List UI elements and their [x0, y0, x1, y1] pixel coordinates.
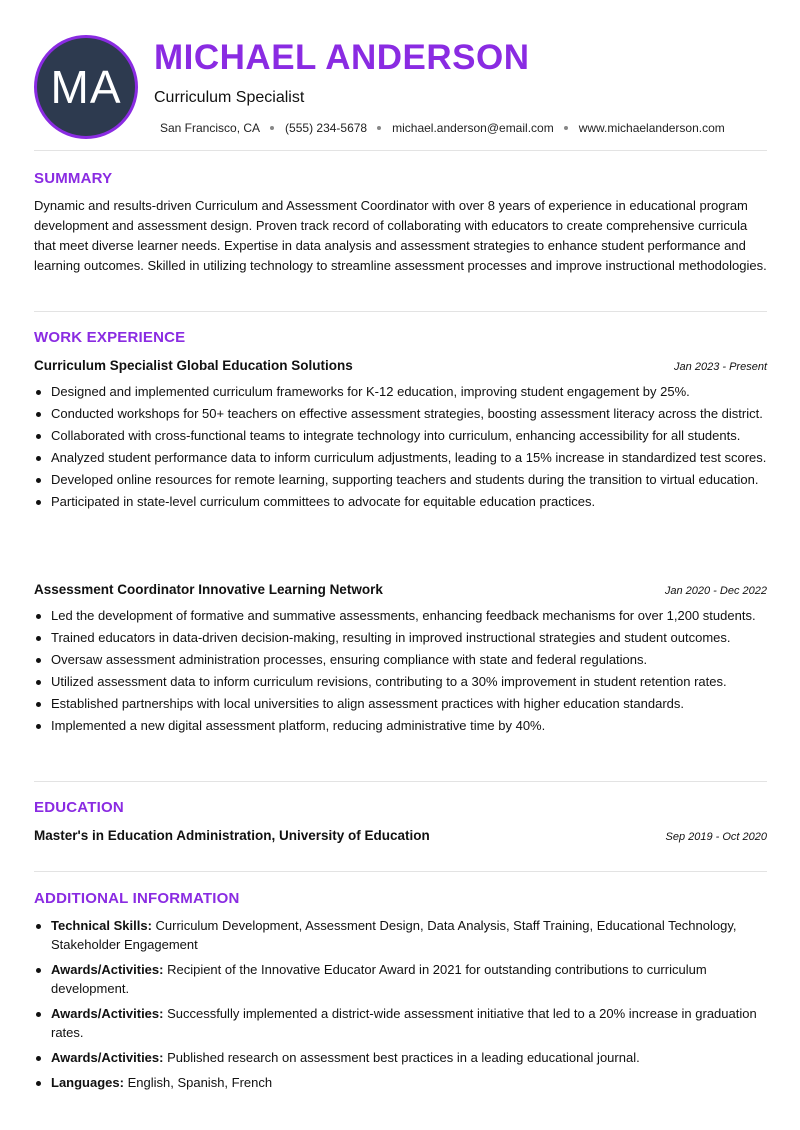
contact-line [160, 121, 725, 135]
job-bullets [34, 606, 770, 738]
job-role: Assessment Coordinator Innovative Learning Network [34, 582, 383, 597]
separator-dot [377, 126, 381, 130]
education-heading: EDUCATION [34, 799, 124, 816]
education-date: Sep 2019 - Oct 2020 [665, 831, 767, 843]
job-title: Curriculum Specialist [154, 89, 305, 106]
divider [34, 871, 767, 872]
additional-item [34, 1048, 770, 1067]
contact-website: www.michaelanderson.com [578, 121, 725, 135]
education-entry [34, 828, 767, 843]
bullet-item: Conducted workshops for 50+ teachers on effective assessment strategies, boosting assessment literacy across the district. [34, 404, 770, 423]
additional-item-text: English, Spanish, French [123, 1075, 273, 1090]
additional-item-label: Awards/Activities: [51, 1050, 164, 1065]
bullet-item: Developed online resources for remote learning, supporting teachers and students during the transition to virtual education. [34, 470, 770, 489]
bullet-item: Utilized assessment data to inform curriculum revisions, contributing to a 30% improvement in student retention rates. [34, 672, 770, 691]
avatar: MA [34, 35, 138, 139]
divider [34, 311, 767, 312]
contact-location: San Francisco, CA [160, 121, 261, 135]
additional-item-text: Recipient of the Innovative Educator Award in 2021 for outstanding contributions to curriculum development. [51, 962, 707, 996]
additional-item-label: Awards/Activities: [51, 1006, 164, 1021]
separator-dot [270, 126, 274, 130]
additional-item [34, 916, 770, 954]
job-date: Jan 2020 - Dec 2022 [664, 585, 767, 597]
resume-header [0, 0, 800, 150]
candidate-name: MICHAEL ANDERSON [154, 38, 530, 77]
bullet-item: Implemented a new digital assessment platform, reducing administrative time by 40%. [34, 716, 770, 735]
additional-item-text: Published research on assessment best practices in a leading educational journal. [163, 1050, 640, 1065]
additional-item-label: Awards/Activities: [51, 962, 164, 977]
bullet-item: Analyzed student performance data to inform curriculum adjustments, leading to a 15% increase in standardized test scores. [34, 448, 770, 467]
bullet-item: Trained educators in data-driven decision-making, resulting in improved instructional strategies and student outcomes. [34, 628, 770, 647]
additional-item [34, 1073, 770, 1092]
additional-item-text: Successfully implemented a district-wide assessment initiative that led to a 20% increase in graduation rates. [51, 1006, 757, 1040]
job-header [34, 358, 767, 373]
job-date: Jan 2023 - Present [674, 361, 767, 373]
bullet-item: Oversaw assessment administration processes, ensuring compliance with state and federal regulations. [34, 650, 770, 669]
additional-item-label: Technical Skills: [51, 918, 152, 933]
bullet-item: Collaborated with cross-functional teams to integrate technology into curriculum, enhancing accessibility for all students. [34, 426, 770, 445]
separator-dot [564, 126, 568, 130]
bullet-item: Participated in state-level curriculum committees to advocate for equitable education practices. [34, 492, 770, 511]
job-bullets [34, 382, 770, 514]
bullet-item: Established partnerships with local universities to align assessment practices with higher education standards. [34, 694, 770, 713]
education-degree: Master's in Education Administration, University of Education [34, 828, 430, 843]
summary-text: Dynamic and results-driven Curriculum and Assessment Coordinator with over 8 years of experience in educational program development and assessment design. Proven track record of collaborating with educators to create comprehensive curricula that meet diverse learner needs. Expertise in data analysis and assessment strategies to enhance student performance and learning outcomes. Skilled in utilizing technology to streamline assessment processes and improve instructional methodologies. [34, 198, 767, 273]
divider [34, 781, 767, 782]
divider [34, 150, 767, 151]
additional-item [34, 960, 770, 998]
contact-email: michael.anderson@email.com [392, 121, 554, 135]
contact-phone: (555) 234-5678 [285, 121, 368, 135]
bullet-item: Led the development of formative and summative assessments, enhancing feedback mechanisms for over 1,200 students. [34, 606, 770, 625]
additional-item-label: Languages: [51, 1075, 124, 1090]
additional-info-list [34, 916, 770, 1098]
summary-heading: SUMMARY [34, 170, 113, 187]
work-experience-heading: WORK EXPERIENCE [34, 329, 186, 346]
additional-info-heading: ADDITIONAL INFORMATION [34, 890, 240, 907]
additional-item [34, 1004, 770, 1042]
job-role: Curriculum Specialist Global Education Solutions [34, 358, 353, 373]
bullet-item: Designed and implemented curriculum frameworks for K-12 education, improving student engagement by 25%. [34, 382, 770, 401]
additional-item-text: Curriculum Development, Assessment Design, Data Analysis, Staff Training, Educational Technology, Stakeholder Engagement [51, 918, 737, 952]
job-header [34, 582, 767, 597]
